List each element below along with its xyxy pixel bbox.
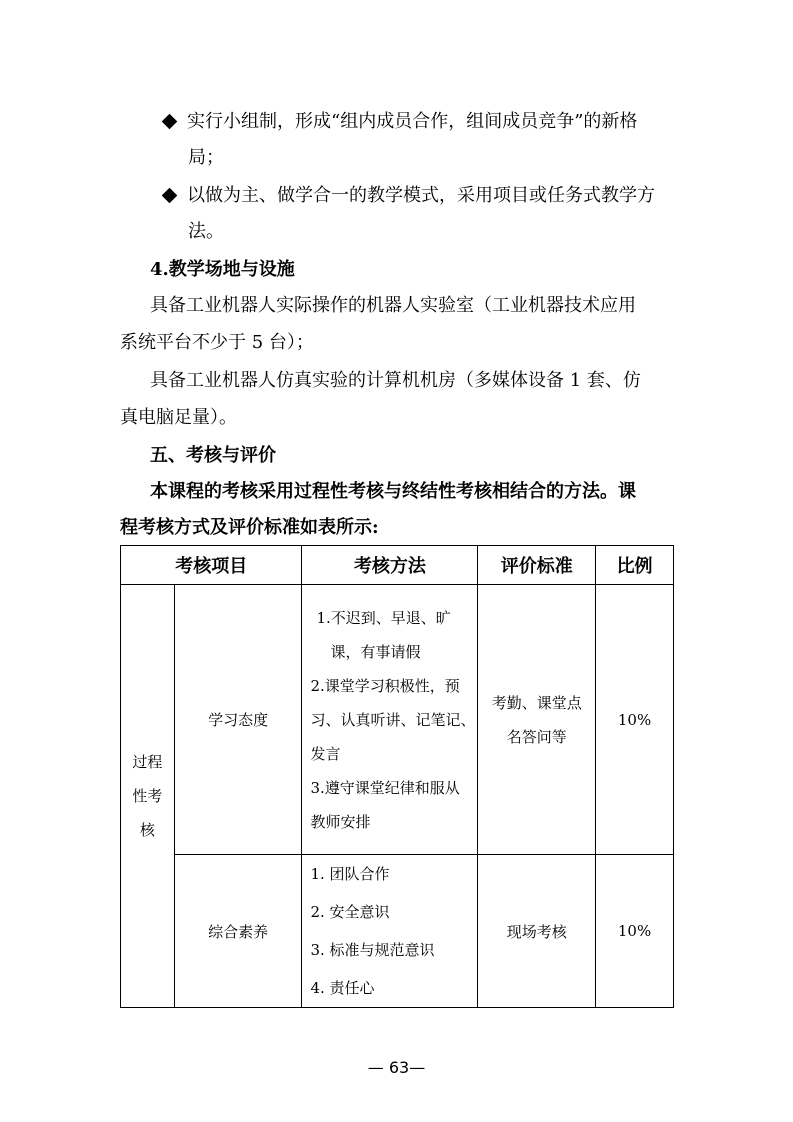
section-heading: 4.教学场地与设施 — [150, 259, 295, 280]
page-number: — 63— — [367, 1058, 426, 1077]
bullet-text-continued: 法。 — [188, 221, 224, 242]
standard-cell — [478, 855, 596, 1008]
paragraph-line: 真电脑足量）。 — [120, 407, 237, 428]
header-cell: 考核项目 — [121, 546, 302, 585]
standard-text: 名答问等 — [506, 727, 567, 746]
diamond-bullet-icon — [162, 113, 178, 129]
item-cell: 综合素养 — [174, 855, 302, 1008]
bullet-text-continued: 局； — [188, 147, 224, 168]
method-line: 4. 责任心 — [310, 979, 375, 997]
paragraph-line: 具备工业机器人仿真实验的计算机机房（多媒体设备 1 套、仿 — [150, 370, 641, 391]
bullet-item — [160, 186, 680, 206]
header-cell: 比例 — [596, 546, 674, 585]
method-line: 课，有事请假 — [330, 642, 421, 661]
item-cell: 学习态度 — [174, 585, 302, 855]
category-text: 过程 — [132, 753, 163, 771]
category-text: 核 — [139, 821, 155, 839]
methods-cell — [302, 855, 478, 1008]
bullet-item — [160, 112, 680, 132]
method-line: 3.遵守课堂纪律和服从 — [310, 778, 460, 797]
table-header-row — [121, 546, 674, 585]
header-cell: 考核方法 — [302, 546, 478, 585]
method-line: 3. 标准与规范意识 — [310, 941, 435, 959]
method-line: 习、认真听讲、记笔记、 — [310, 710, 476, 729]
ratio-cell: 10% — [596, 855, 674, 1008]
method-line: 1.不迟到、早退、旷 — [316, 608, 451, 627]
standard-text: 现场考核 — [506, 922, 567, 941]
bullet-text: 实行小组制，形成“组内成员合作，组间成员竞争”的新格 — [187, 111, 638, 132]
method-line: 教师安排 — [310, 812, 371, 831]
table-row — [121, 585, 674, 855]
standard-text: 考勤、课堂点 — [491, 693, 582, 712]
method-line: 2.课堂学习积极性，预 — [310, 676, 460, 695]
paragraph-line: 程考核方式及评价标准如表所示: — [120, 517, 379, 538]
diamond-bullet-icon — [162, 187, 178, 203]
method-line: 2. 安全意识 — [310, 903, 390, 921]
methods-cell — [302, 585, 478, 855]
section-heading: 五、考核与评价 — [150, 445, 276, 466]
bullet-text: 以做为主、做学合一的教学模式，采用项目或任务式教学方 — [187, 185, 655, 206]
category-text: 性考 — [132, 787, 163, 805]
standard-cell — [478, 585, 596, 855]
paragraph-line: 系统平台不少于 5 台）； — [120, 332, 314, 353]
method-line: 发言 — [310, 744, 341, 763]
method-line: 1. 团队合作 — [310, 865, 390, 883]
paragraph-line: 本课程的考核采用过程性考核与终结性考核相结合的方法。课 — [150, 481, 636, 502]
ratio-cell: 10% — [596, 585, 674, 855]
paragraph-line: 具备工业机器人实际操作的机器人实验室（工业机器技术应用 — [150, 295, 636, 316]
category-cell — [121, 585, 175, 1008]
header-cell: 评价标准 — [478, 546, 596, 585]
table-row — [121, 855, 674, 1008]
assessment-table — [120, 545, 674, 1008]
